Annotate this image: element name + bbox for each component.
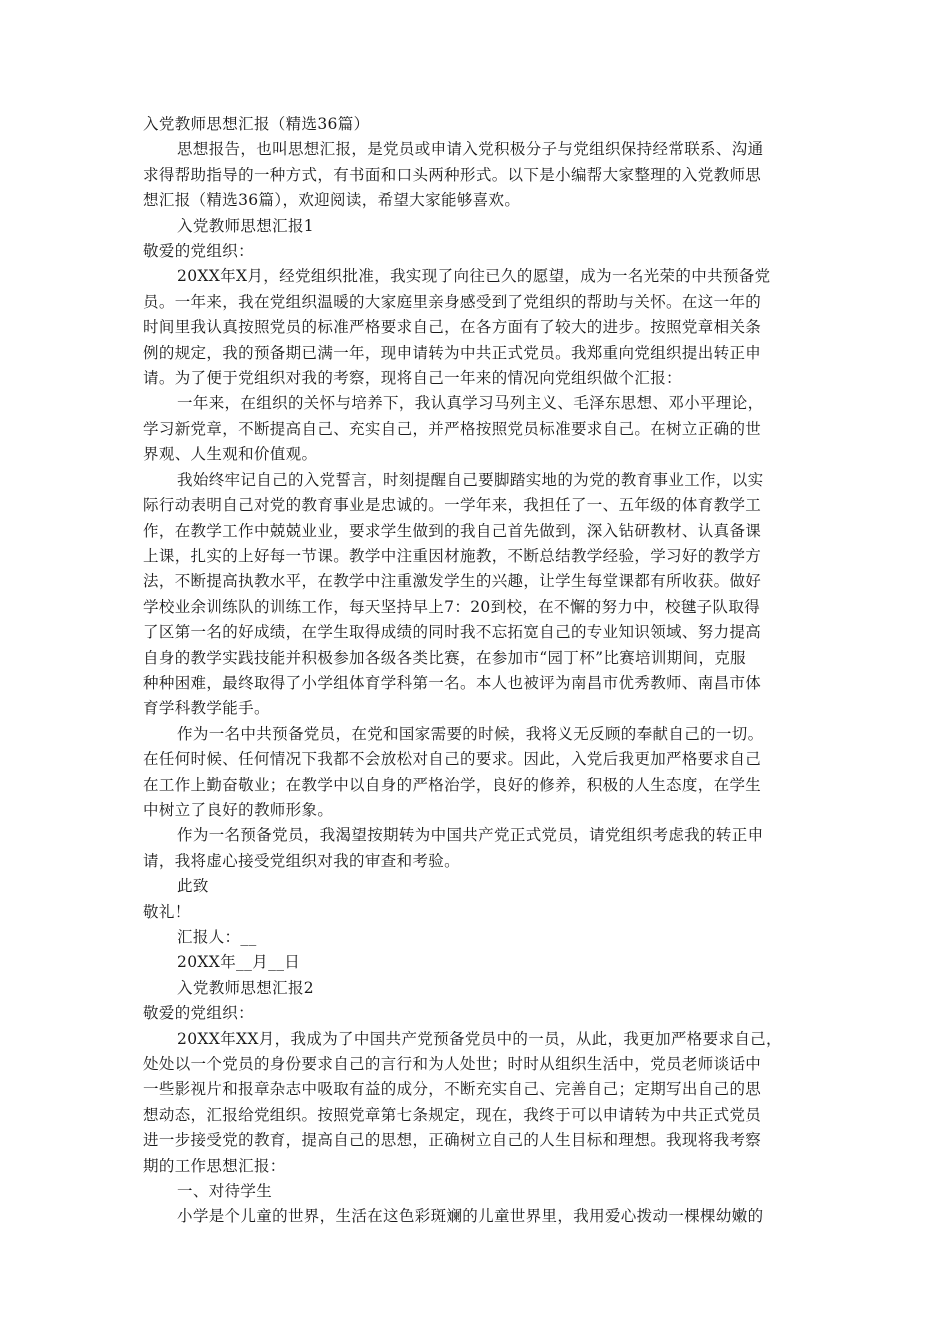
text-line: 处处以一个党员的身份要求自己的言行和为人处世；时时从组织生活中，党员老师谈话中 (143, 1055, 762, 1074)
text-line: 20XX年X月，经党组织批准，我实现了向往已久的愿望，成为一名光荣的中共预备党 (177, 267, 771, 286)
text-line: 作，在教学工作中兢兢业业，要求学生做到的我自己首先做到，深入钻研教材、认真备课 (143, 521, 762, 540)
text-line: 想动态，汇报给党组织。按照党章第七条规定，现在，我终于可以申请转为中共正式党员 (143, 1105, 762, 1124)
text-line: 在工作上勤奋敬业；在教学中以自身的严格治学，良好的修养，积极的人生态度，在学生 (143, 775, 762, 794)
text-line: 中树立了良好的教师形象。 (143, 800, 334, 819)
text-line: 敬爱的党组织： (143, 1004, 254, 1023)
text-line: 想汇报（精选36篇），欢迎阅读，希望大家能够喜欢。 (143, 191, 521, 210)
text-line: 作为一名预备党员，我渴望按期转为中国共产党正式党员，请党组织考虑我的转正申 (177, 826, 764, 845)
text-line: 汇报人：__ (177, 928, 257, 946)
text-line: 在任何时候、任何情况下我都不会放松对自己的要求。因此，入党后我更加严格要求自己 (143, 750, 762, 769)
text-line: 请，我将虚心接受党组织对我的审查和考验。 (143, 851, 461, 870)
text-line: 上课，扎实的上好每一节课。教学中注重因材施教，不断总结教学经验，学习好的教学方 (143, 546, 762, 565)
document-title: 入党教师思想汇报（精选36篇） (143, 115, 370, 133)
text-line: 一、对待学生 (177, 1182, 273, 1201)
text-line: 作为一名中共预备党员，在党和国家需要的时候，我将义无反顾的奉献自己的一切。 (177, 724, 764, 743)
text-line: 进一步接受党的教育，提高自己的思想，正确树立自己的人生目标和理想。我现将我考察 (143, 1131, 762, 1150)
text-line: 我始终牢记自己的入党誓言，时刻提醒自己要脚踏实地的为党的教育事业工作，以实 (177, 470, 764, 489)
text-line: 一年来，在组织的关怀与培养下，我认真学习马列主义、毛泽东思想、邓小平理论， (177, 394, 764, 413)
text-line: 求得帮助指导的一种方式，有书面和口头两种形式。以下是小编帮大家整理的入党教师思 (143, 165, 762, 184)
text-line: 学习新党章，不断提高自己、充实自己，并严格按照党员标准要求自己。在树立正确的世 (143, 419, 762, 438)
document-body (143, 112, 811, 1230)
text-line: 员。一年来，我在党组织温暖的大家庭里亲身感受到了党组织的帮助与关怀。在这一年的 (143, 292, 762, 311)
text-line: 一些影视片和报章杂志中吸取有益的成分，不断充实自己、完善自己；定期写出自己的思 (143, 1080, 762, 1099)
text-line: 育学科教学能手。 (143, 699, 270, 718)
text-line: 期的工作思想汇报： (143, 1156, 286, 1175)
text-line: 种种困难，最终取得了小学组体育学科第一名。本人也被评为南昌市优秀教师、南昌市体 (143, 673, 762, 692)
text-line: 时间里我认真按照党员的标准严格要求自己，在各方面有了较大的进步。按照党章相关条 (143, 318, 762, 337)
text-line: 法，不断提高执教水平，在教学中注重激发学生的兴趣，让学生每堂课都有所收获。做好 (143, 572, 762, 591)
text-line: 20XX年__月__日 (177, 953, 301, 972)
text-line: 小学是个儿童的世界，生活在这色彩斑斓的儿童世界里，我用爱心拨动一棵棵幼嫩的 (177, 1207, 764, 1226)
text-line: 例的规定，我的预备期已满一年，现申请转为中共正式党员。我郑重向党组织提出转正申 (143, 343, 762, 362)
text-line: 自身的教学实践技能并积极参加各级各类比赛，在参加市“园丁杯”比赛培训期间，克服 (143, 648, 747, 667)
text-line: 入党教师思想汇报2 (177, 978, 315, 997)
text-line: 思想报告，也叫思想汇报，是党员或申请入党积极分子与党组织保持经常联系、沟通 (177, 140, 764, 159)
text-line: 学校业余训练队的训练工作，每天坚持早上7：20到校，在不懈的努力中，校毽子队取得 (143, 597, 761, 616)
text-line: 际行动表明自己对党的教育事业是忠诚的。一学年来，我担任了一、五年级的体育教学工 (143, 496, 762, 515)
text-line: 界观、人生观和价值观。 (143, 445, 318, 464)
text-line: 请。为了便于党组织对我的考察，现将自己一年来的情况向党组织做个汇报： (143, 369, 682, 388)
text-line: 了区第一名的好成绩，在学生取得成绩的同时我不忘拓宽自己的专业知识领域、努力提高 (143, 623, 762, 642)
text-line: 入党教师思想汇报1 (177, 216, 315, 235)
text-line: 20XX年XX月，我成为了中国共产党预备党员中的一员，从此，我更加严格要求自己， (177, 1029, 782, 1048)
text-line: 敬爱的党组织： (143, 242, 254, 261)
text-line: 敬礼！ (143, 902, 191, 921)
text-line: 此致 (177, 877, 209, 896)
